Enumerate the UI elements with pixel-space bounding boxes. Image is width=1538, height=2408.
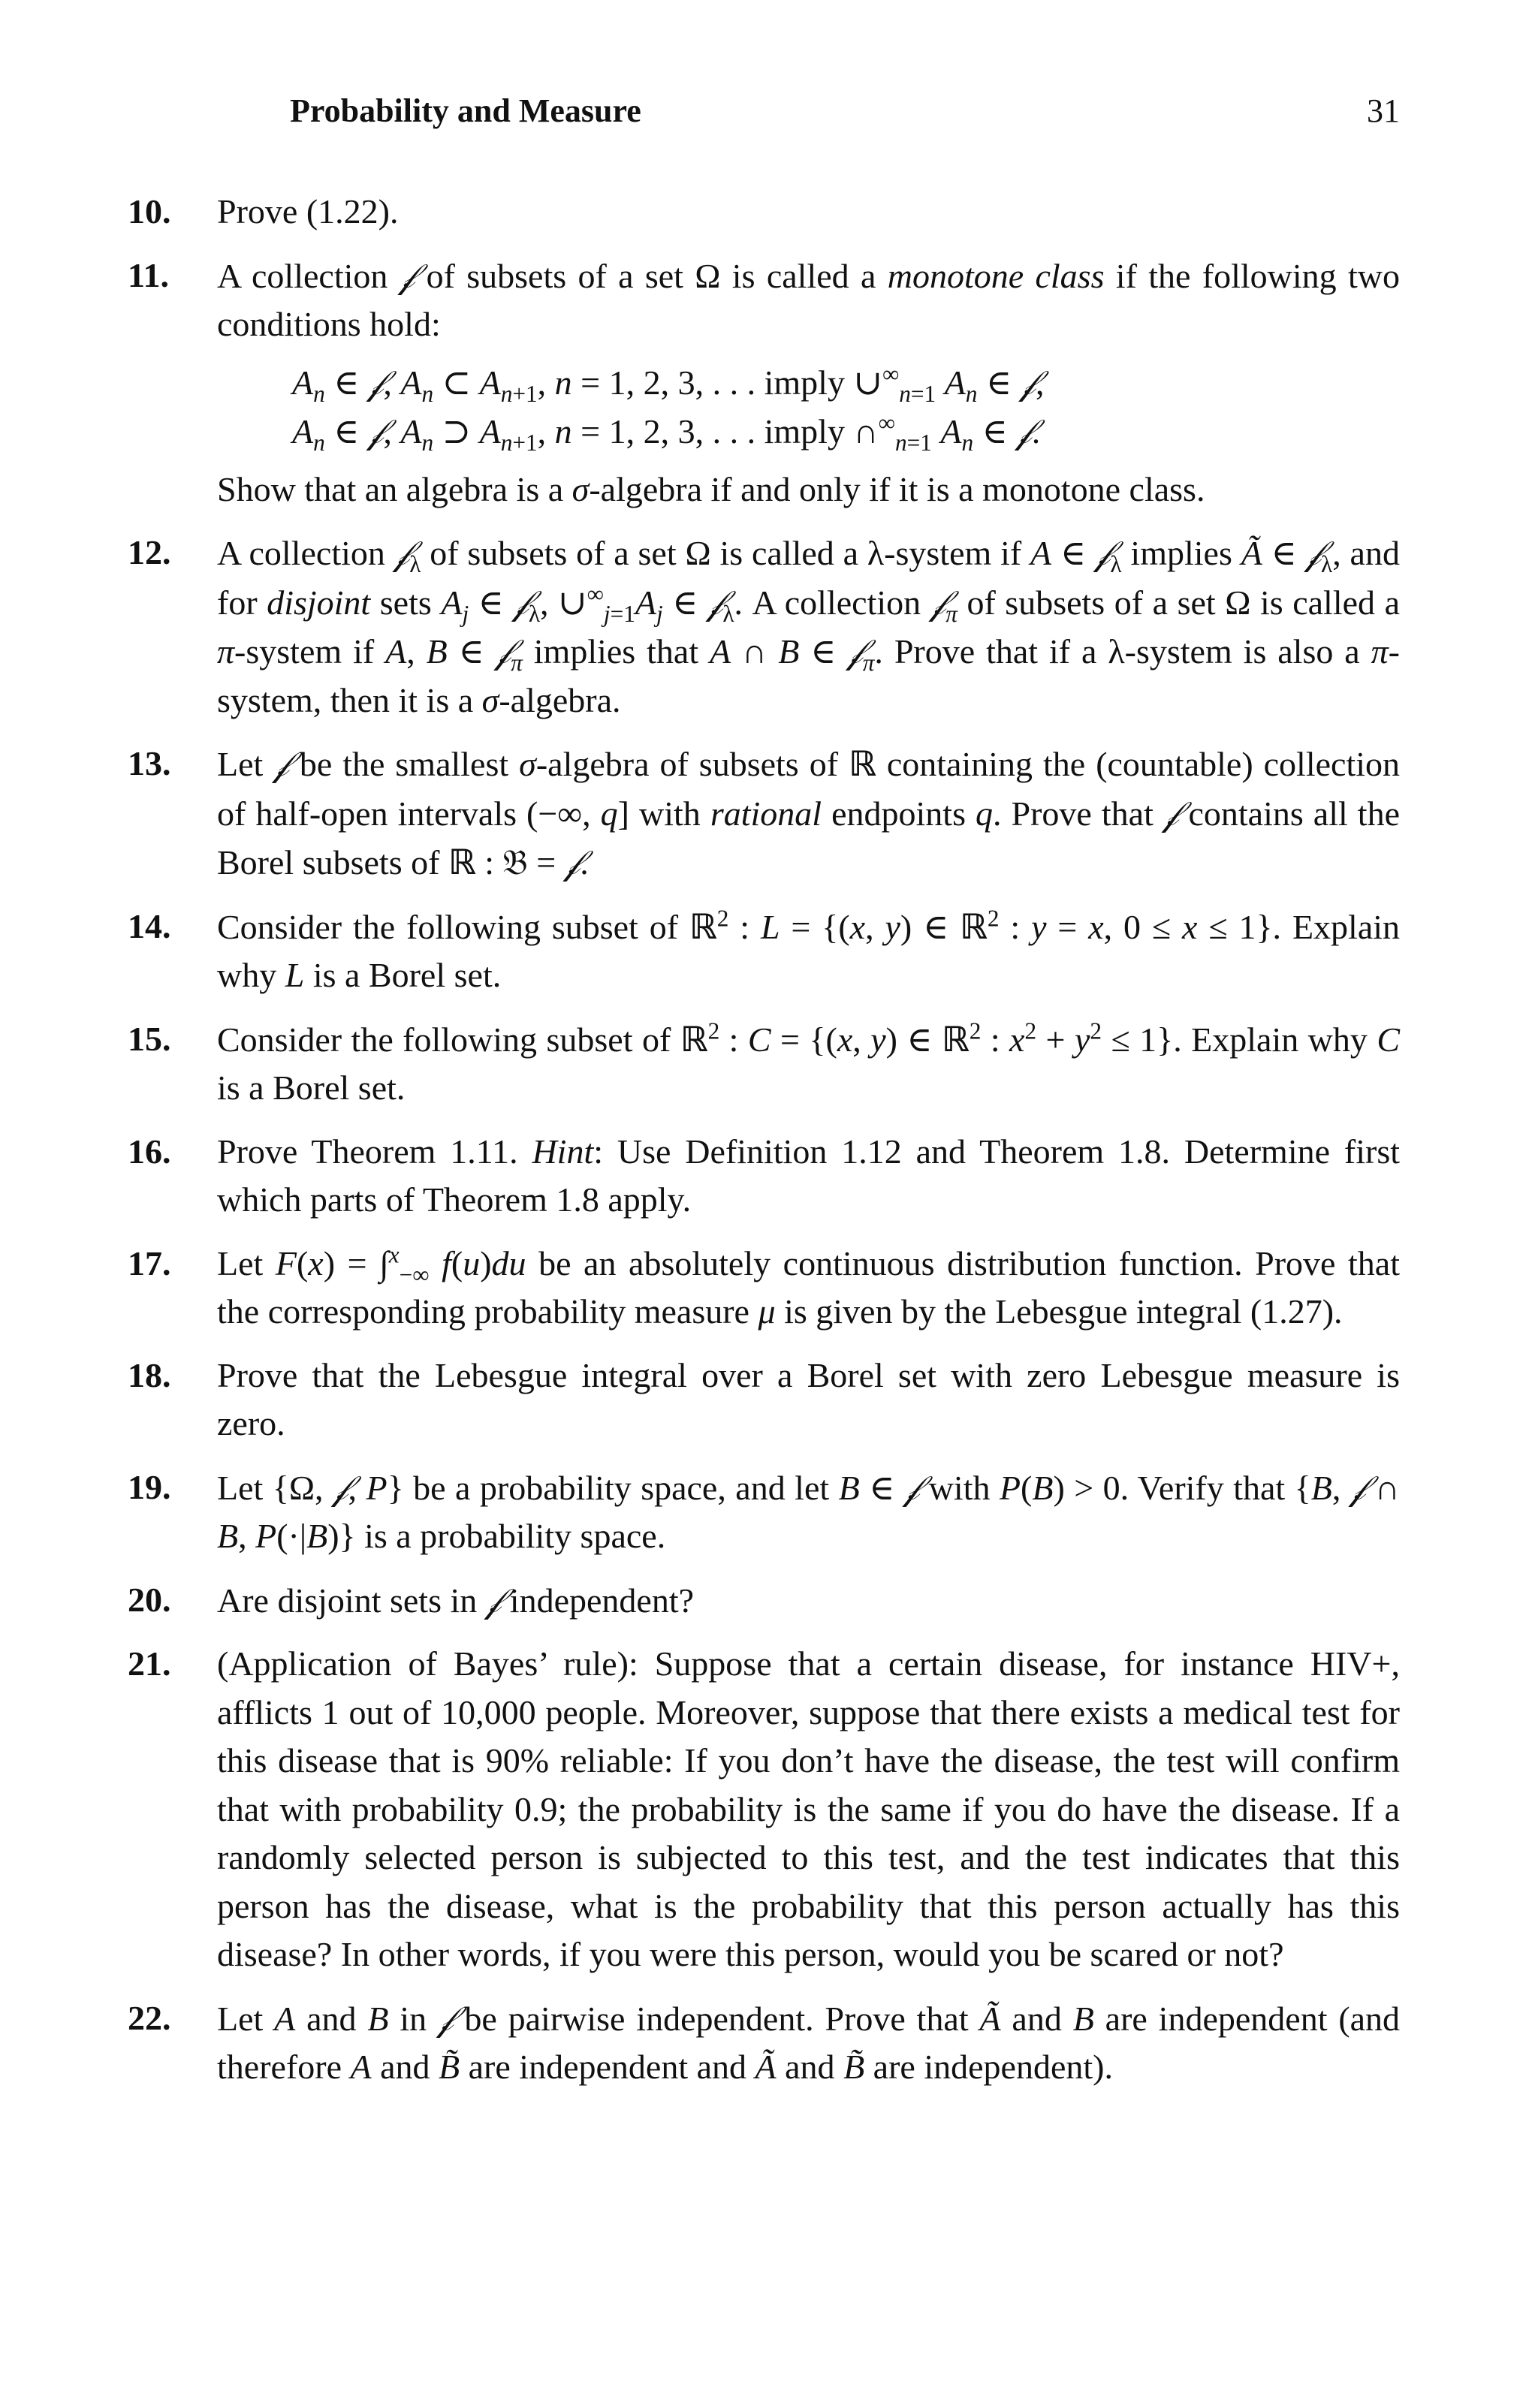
exercise-20 [128, 1576, 1400, 1626]
running-title: Probability and Measure [290, 92, 641, 129]
exercise-number: 17. [128, 1243, 171, 1282]
exercise-number: 21. [128, 1644, 171, 1683]
exercise-18 [128, 1352, 1400, 1448]
exercise-number: 22. [128, 1998, 171, 2037]
exercise-number: 13. [128, 744, 171, 782]
exercise-16 [128, 1128, 1400, 1225]
exercise-number: 11. [128, 255, 169, 294]
display-equation: $A_n$ ∈ 𝒻, $A_n$ ⊂ $A_{n+1}$, n = 1, 2, 3, . . . imply $\cup^\infty_{n=1}$ $A_n$ ∈ 𝒻, $A_n$ ∈ 𝒻, $A_n$ ⊃ $A_{n+1}$, n = 1, 2, 3, . . . imply $\cap^\infty_{n=1}$ $A_n$ ∈ 𝒻. [292, 360, 1045, 457]
exercise-text: Let {Ω, 𝒻, P} be a probability space, and let B ∈ 𝒻 with P(B) > 0. Verify that {B, 𝒻 ∩ B, P(·|B)} is a probability space. [217, 1466, 1401, 1555]
exercise-number: 12. [128, 533, 171, 571]
exercise-number: 10. [128, 192, 171, 231]
exercise-21 [128, 1640, 1400, 1979]
exercise-number: 18. [128, 1355, 171, 1394]
running-head [290, 89, 1400, 134]
exercise-10 [128, 188, 1400, 237]
exercise-text: A collection 𝒻$_\lambda$ of subsets of a set Ω is called a λ-system if A ∈ 𝒻$_\lambda$ implies Ã ∈ 𝒻$_\lambda$, and for disjoint sets $A_j$ ∈ 𝒻$_\lambda$, $\cup^\infty_{j=1}A_j$ ∈ 𝒻$_\lambda$. A collection 𝒻$_\pi$ of subsets of a set Ω is called a π-system if A, B ∈ 𝒻$_\pi$ implies that A ∩ B ∈ 𝒻$_\pi$. Prove that if a λ-system is also a π-system, then it is a σ-algebra. [217, 532, 1400, 719]
exercise-17 [128, 1240, 1400, 1337]
exercise-text: Prove Theorem 1.11. Hint: Use Definition 1.12 and Theorem 1.8. Determine first which parts of Theorem 1.8 apply. [217, 1132, 1400, 1219]
exercise-11 [128, 252, 1400, 514]
exercise-number: 19. [128, 1467, 171, 1506]
exercise-number: 15. [128, 1019, 171, 1058]
exercise-number: 16. [128, 1132, 171, 1171]
exercise-12 [128, 529, 1400, 725]
exercise-text: Prove that the Lebesgue integral over a Borel set with zero Lebesgue measure is zero. [217, 1355, 1400, 1442]
exercise-text: Consider the following subset of ℝ$^2$ : C = {(x, y) ∈ ℝ$^2$ : $x^2 + y^2 \le 1$}. Explain why C is a Borel set. [217, 1017, 1401, 1107]
page-number: 31 [1367, 92, 1400, 129]
exercise-list [128, 188, 1400, 2107]
exercise-22 [128, 1994, 1400, 2092]
exercise-number: 14. [128, 906, 171, 945]
exercise-text: Let F(x) = ∫$^x_{-\infty}$ f(u)du be an absolutely continuous distribution function. Prove that the corresponding probability measure μ is given by the Lebesgue integral (1.27). [217, 1241, 1400, 1331]
exercise-number: 20. [128, 1580, 171, 1619]
exercise-14 [128, 903, 1400, 1000]
exercise-text: Consider the following subset of ℝ$^2$ : L = {(x, y) ∈ ℝ$^2$ : y = x, 0 ≤ x ≤ 1}. Explain why L is a Borel set. [217, 905, 1401, 994]
exercise-text: Prove (1.22). [217, 192, 399, 231]
exercise-text: A collection 𝒻 of subsets of a set Ω is called a monotone class if the following two conditions hold: $A_n$ ∈ 𝒻, $A_n$ ⊂ $A_{n+1}$, n = 1, 2, 3, . . . imply $\cup^\infty_{n=1}$ $A_n$ ∈ 𝒻, $A_n$ ∈ 𝒻, $A_n$ ⊃ $A_{n+1}$, n = 1, 2, 3, . . . imply $\cap^\infty_{n=1}$ $A_n$ ∈ 𝒻. Show that an algebra is a σ-algebra if and only if it is a monotone class. [217, 255, 1400, 508]
exercise-15 [128, 1015, 1400, 1113]
exercise-13 [128, 740, 1400, 888]
exercise-text: (Application of Bayes’ rule): Suppose that a certain disease, for instance HIV+, afflicts 1 out of 10,000 people. Moreover, suppose that there exists a medical test for this disease that is 90% reliable: If you don’t have the disease, the test will confirm that with probability 0.9; the probability is the same if you do have the disease. If a randomly selected person is subjected to this test, and the test indicates that this person has the disease, what is the probability that this person actually has this disease? In other words, if you were this person, would you be scared or not? [217, 1644, 1400, 1973]
exercise-text: Let A and B in 𝒻 be pairwise independent. Prove that Ã and B are independent (and therefore A and B̃ are independent and Ã and B̃ are independent). [217, 1997, 1401, 2086]
exercise-text: Are disjoint sets in 𝒻 independent? [217, 1579, 695, 1620]
exercise-19 [128, 1463, 1400, 1561]
exercise-text: Let 𝒻 be the smallest σ-algebra of subsets of ℝ containing the (countable) collection of half-open intervals (−∞, q] with rational endpoints q. Prove that 𝒻 contains all the Borel subsets of ℝ : 𝔅 = 𝒻. [217, 743, 1400, 882]
